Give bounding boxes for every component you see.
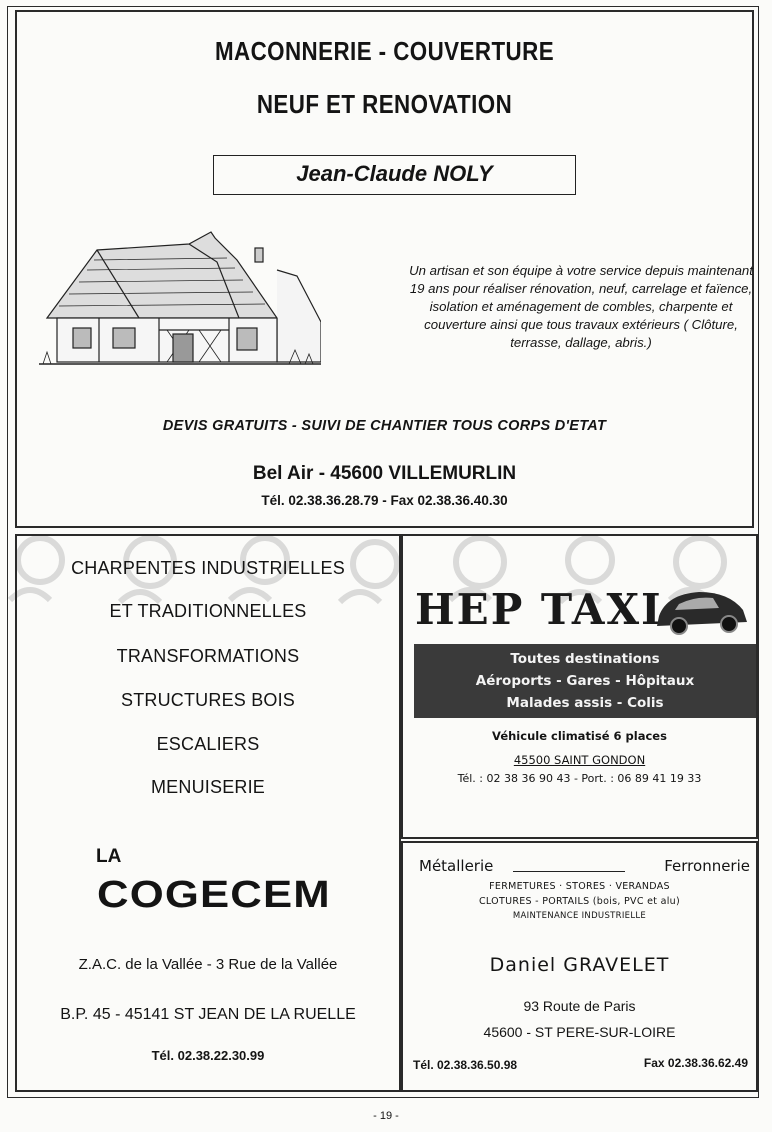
ad4-address-line1: 93 Route de Paris — [523, 998, 636, 1014]
service-item: ET TRADITIONNELLES — [109, 601, 307, 621]
heading-divider — [513, 871, 625, 872]
service-item: TRANSFORMATIONS — [116, 646, 300, 666]
ad1-description: Un artisan et son équipe à votre service depuis maintenant 19 ans pour réaliser rénovation, neuf, carrelage et faïence, isolation et aménagement de combles, charpente et couverture ainsi que tous travaux extérieurs ( Clôture, terrasse, dallage, abris.) — [409, 263, 753, 350]
band-line: Aéroports - Gares - Hôpitaux — [475, 673, 695, 689]
page-number: - 19 - — [373, 1110, 399, 1122]
ad2-address-line2: B.P. 45 - 45141 ST JEAN DE LA RUELLE — [60, 1006, 356, 1023]
ad1-tagline: DEVIS GRATUITS - SUIVI DE CHANTIER TOUS CORPS D'ETAT — [162, 418, 607, 434]
ad4-address-line2: 45600 - ST PERE-SUR-LOIRE — [483, 1024, 676, 1040]
ad2-address-line1: Z.A.C. de la Vallée - 3 Rue de la Vallée — [78, 956, 338, 973]
logo-text: HEP TAXI — [415, 585, 663, 634]
house-illustration — [39, 230, 321, 370]
ad2-phone: Tél. 02.38.22.30.99 — [151, 1048, 265, 1063]
ad4-line3: MAINTENANCE INDUSTRIELLE — [512, 911, 647, 921]
heading-ferronnerie: Ferronnerie — [664, 857, 750, 875]
hep-taxi-logo — [411, 576, 751, 638]
car-icon — [657, 592, 747, 634]
ad1-phone: Tél. 02.38.36.28.79 - Fax 02.38.36.40.30 — [261, 493, 508, 508]
ad4-line2: CLOTURES - PORTAILS (bois, PVC et alu) — [479, 896, 680, 907]
ad-hep-taxi — [401, 534, 758, 839]
ad-cogecem — [15, 534, 401, 1092]
ad4-name: Daniel GRAVELET — [489, 954, 670, 976]
ad4-fax: Fax 02.38.36.62.49 — [643, 1056, 748, 1070]
services-band — [414, 644, 756, 718]
ad3-phone: Tél. : 02 38 36 90 43 - Port. : 06 89 41 19 33 — [457, 772, 702, 785]
ad-noly — [15, 10, 754, 528]
ad1-name-box — [213, 155, 576, 195]
ad1-title-line2: NEUF ET RENOVATION — [256, 89, 513, 119]
ad-gravelet — [401, 841, 758, 1092]
ad4-phone: Tél. 02.38.36.50.98 — [413, 1058, 518, 1072]
ad1-address: Bel Air - 45600 VILLEMURLIN — [252, 463, 517, 484]
ad1-title-line1: MACONNERIE - COUVERTURE — [214, 36, 555, 66]
ad1-name: Jean-Claude NOLY — [296, 161, 493, 186]
service-item: MENUISERIE — [150, 777, 266, 797]
company-prefix: LA — [96, 846, 122, 867]
band-line: Toutes destinations — [510, 651, 660, 667]
ad4-line1: FERMETURES · STORES · VERANDAS — [489, 881, 670, 892]
service-item: CHARPENTES INDUSTRIELLES — [71, 558, 345, 578]
company-name: COGECEM — [97, 874, 331, 916]
service-item: STRUCTURES BOIS — [120, 690, 296, 710]
band-line: Malades assis - Colis — [506, 695, 664, 711]
service-item: ESCALIERS — [156, 734, 260, 754]
vehicle-info: Véhicule climatisé 6 places — [492, 729, 667, 743]
heading-metallerie: Métallerie — [419, 857, 494, 875]
ad3-city: 45500 SAINT GONDON — [513, 753, 646, 767]
